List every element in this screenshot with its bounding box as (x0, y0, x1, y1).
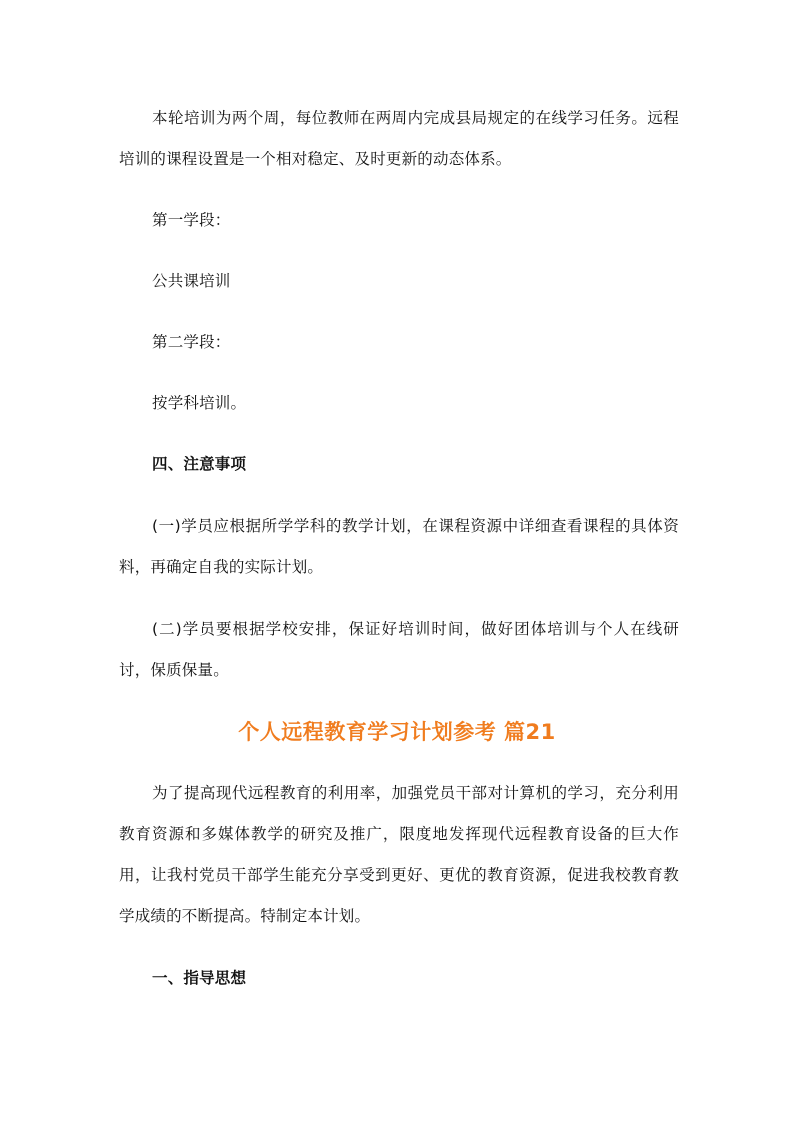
paragraph-training-duration: 本轮培训为两个周，每位教师在两周内完成县局规定的在线学习任务。远程培训的课程设置是一个相对稳定、及时更新的动态体系。 (119, 109, 679, 168)
article-title: 个人远程教育学习计划参考 篇21 (238, 720, 556, 744)
paragraph-first-stage-label: 第一学段： (152, 211, 231, 229)
paragraph-second-stage-label: 第二学段： (152, 333, 231, 351)
paragraph-intro: 为了提高现代远程教育的利用率，加强党员干部对计算机的学习，充分利用教育资源和多媒体教学的研究及推广，限度地发挥现代远程教育设备的巨大作用，让我村党员干部学生能充分享受到更好、更优的教育资源，促进我校教育教学成绩的不断提高。特制定本计划。 (119, 784, 679, 925)
paragraph-note-one: (一)学员应根据所学学科的教学计划，在课程资源中详细查看课程的具体资料，再确定自我的实际计划。 (119, 517, 679, 576)
paragraph-public-course: 公共课培训 (152, 272, 231, 290)
paragraph-subject-training: 按学科培训。 (152, 394, 247, 412)
section-heading-notes: 四、注意事项 (152, 455, 247, 473)
section-heading-guiding-ideology: 一、指导思想 (152, 969, 247, 987)
paragraph-note-two: (二)学员要根据学校安排，保证好培训时间，做好团体培训与个人在线研讨，保质保量。 (119, 620, 679, 679)
